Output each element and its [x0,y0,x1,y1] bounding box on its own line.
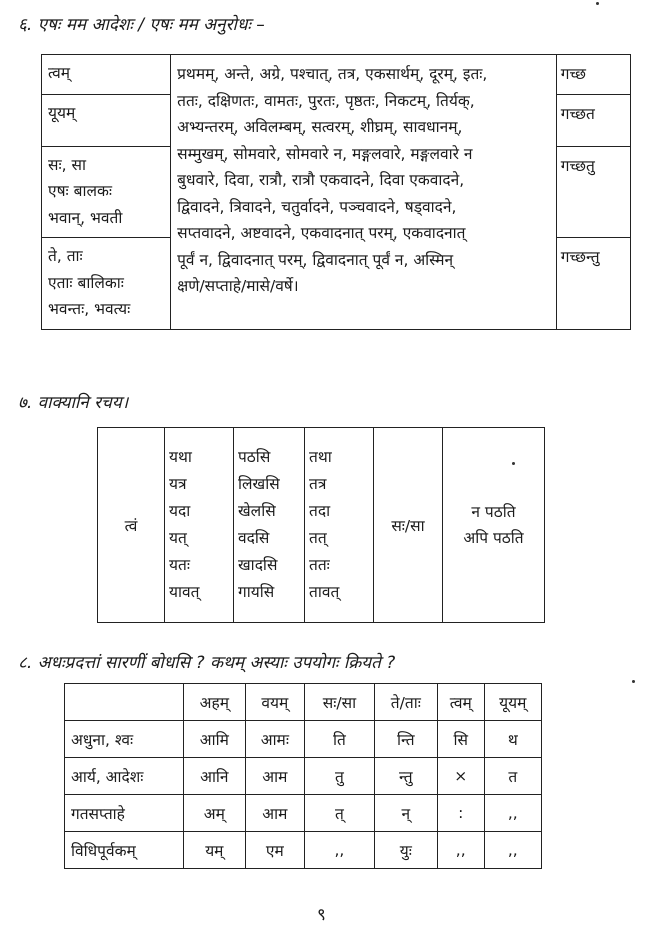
adverb-line: सप्तवादने, अष्टवादने, एकवादनात् परम्, एकवादनात् [177,224,466,242]
speck [596,2,599,5]
table-cell: त् [305,795,375,832]
sentence-building-table [97,427,545,623]
table-row [42,55,631,95]
pronoun-cell [42,146,171,238]
correlative: तथा [309,448,332,466]
pronoun: भवान्, भवती [48,208,123,227]
table-cell: ,, [437,832,484,869]
header-cell: यूयम् [484,684,541,721]
correlative: तावत् [309,583,340,601]
adverb-line: क्षणे/सप्ताहे/मासे/वर्षे। [177,277,299,295]
table-cell: न्ति [374,721,437,758]
verb-cell: गच्छ [556,55,630,95]
table-cell: : [437,795,484,832]
table-cell: यम् [184,832,246,869]
verb: खादसि [238,556,278,574]
pronoun-group-2 [48,152,164,232]
table-row [98,428,545,623]
row-label: विधिपूर्वकम् [65,832,184,869]
pronoun: एषः बालकः [48,182,112,200]
conjunction: यावत् [169,583,200,601]
verb-ending-table [64,683,542,869]
pronoun: एताः बालिकाः [48,273,124,292]
pronoun-cell [42,94,171,146]
section-6-heading: ६. एषः मम आदेशः / एषः मम अनुरोधः – [18,15,265,35]
correlative-list [309,444,369,606]
table-cell: आमः [245,721,304,758]
table-row [65,832,542,869]
pronoun-group-3 [48,243,164,323]
verb: पठसि [238,448,271,466]
table-cell: ति [305,721,375,758]
pronoun: सः, सा [48,155,86,174]
table-cell: थ [484,721,541,758]
table-cell: ,, [484,795,541,832]
table-cell: × [437,758,484,795]
row-label: आर्य, आदेशः [65,758,184,795]
section-8-heading: ८. अधःप्रदत्तां सारणीं बोधसि ? कथम् अस्याः उपयोगः क्रियते ? [18,653,396,673]
header-cell: ते/ताः [374,684,437,721]
adverb-line: ततः, दक्षिणतः, वामतः, पुरतः, पृष्ठतः, निकटम्, तिर्यक्, [177,91,475,110]
table-cell: आम [245,758,304,795]
table-row [65,721,542,758]
section-7-heading: ७. वाक्यानि रचय। [18,393,129,413]
ending-list [443,499,544,551]
adverb-line: द्विवादने, त्रिवादने, चतुर्वादने, पञ्चवादने, षड्वादने, [177,197,457,216]
table-row [65,758,542,795]
pronoun: ते, ताः [48,247,83,265]
adverb-line: बुधवारे, दिवा, रात्रौ, रात्रौ एकवादने, दिवा एकवादने, [177,171,465,189]
pronoun-group-1 [48,100,164,127]
table-cell: ,, [484,832,541,869]
verb: वदसि [238,529,270,547]
conjunction: यत्र [169,475,187,493]
ending: अपि पठति [463,529,524,547]
header-cell: त्वम् [437,684,484,721]
pronoun: यूयम् [48,103,76,122]
header-cell: अहम् [184,684,246,721]
verb-cell: गच्छत [556,94,630,146]
subject-cell: त्वं [98,428,165,623]
conjunction-list [169,444,229,606]
correlative-cell [305,428,374,623]
table-cell: सि [437,721,484,758]
header-cell [65,684,184,721]
table-cell: तु [305,758,375,795]
verb: गायसि [238,583,275,601]
correlative: तत्र [309,475,327,493]
header-row [65,684,542,721]
conjunction: यदा [169,502,191,520]
table-cell: आनि [184,758,246,795]
verb: लिखसि [238,475,280,493]
speck [512,462,515,465]
adverb-cell [171,55,557,330]
adverb-line: अभ्यन्तरम्, अविलम्बम्, सत्वरम्, शीघ्रम्, सावधानम्, [177,118,463,136]
table-cell: एम [245,832,304,869]
conjunction: यतः [169,556,190,574]
verb-cell: गच्छतु [556,146,630,238]
correlative: तत् [309,529,327,547]
row-label: गतसप्ताहे [65,795,184,832]
pronoun: त्वम् [48,64,70,82]
verb-list [238,444,300,606]
table-cell: आमि [184,721,246,758]
conjunction-cell [165,428,234,623]
conjunction: यथा [169,448,192,466]
verb-cell: गच्छन्तु [556,238,630,330]
table-cell: ,, [305,832,375,869]
pronoun-cell [42,55,171,95]
header-cell: वयम् [245,684,304,721]
adverb-line: प्रथमम्, अन्ते, अग्रे, पश्चात्, तत्र, एकसार्थम्, दूरम्, इतः, [177,65,488,83]
table-cell: युः [374,832,437,869]
verb: खेलसि [238,502,276,520]
adverb-line: पूर्वं न, द्विवादनात् परम्, द्विवादनात् पूर्वं न, अस्मिन् [177,250,454,269]
row-label: अधुना, श्वः [65,721,184,758]
header-cell: सः/सा [305,684,375,721]
ending: न पठति [471,503,516,521]
pronoun-cell [42,238,171,330]
table-cell: न्तु [374,758,437,795]
table-cell: न् [374,795,437,832]
pronoun-group-0 [48,60,164,87]
correlative: तदा [309,502,331,520]
verb-cell [234,428,305,623]
table-cell: आम [245,795,304,832]
table-cell: त [484,758,541,795]
adverb-line: सम्मुखम्, सोमवारे, सोमवारे न, मङ्गलवारे, मङ्गलवारे न [177,144,473,163]
command-request-table [41,54,631,330]
ending-cell [443,428,545,623]
table-cell: अम् [184,795,246,832]
page-number: ९ [317,905,326,925]
subject2-cell: सः/सा [374,428,443,623]
speck [632,680,635,683]
correlative: ततः [309,556,330,574]
table-row [65,795,542,832]
pronoun: भवन्तः, भवत्यः [48,300,131,318]
adverb-list [177,61,551,300]
conjunction: यत् [169,529,187,547]
